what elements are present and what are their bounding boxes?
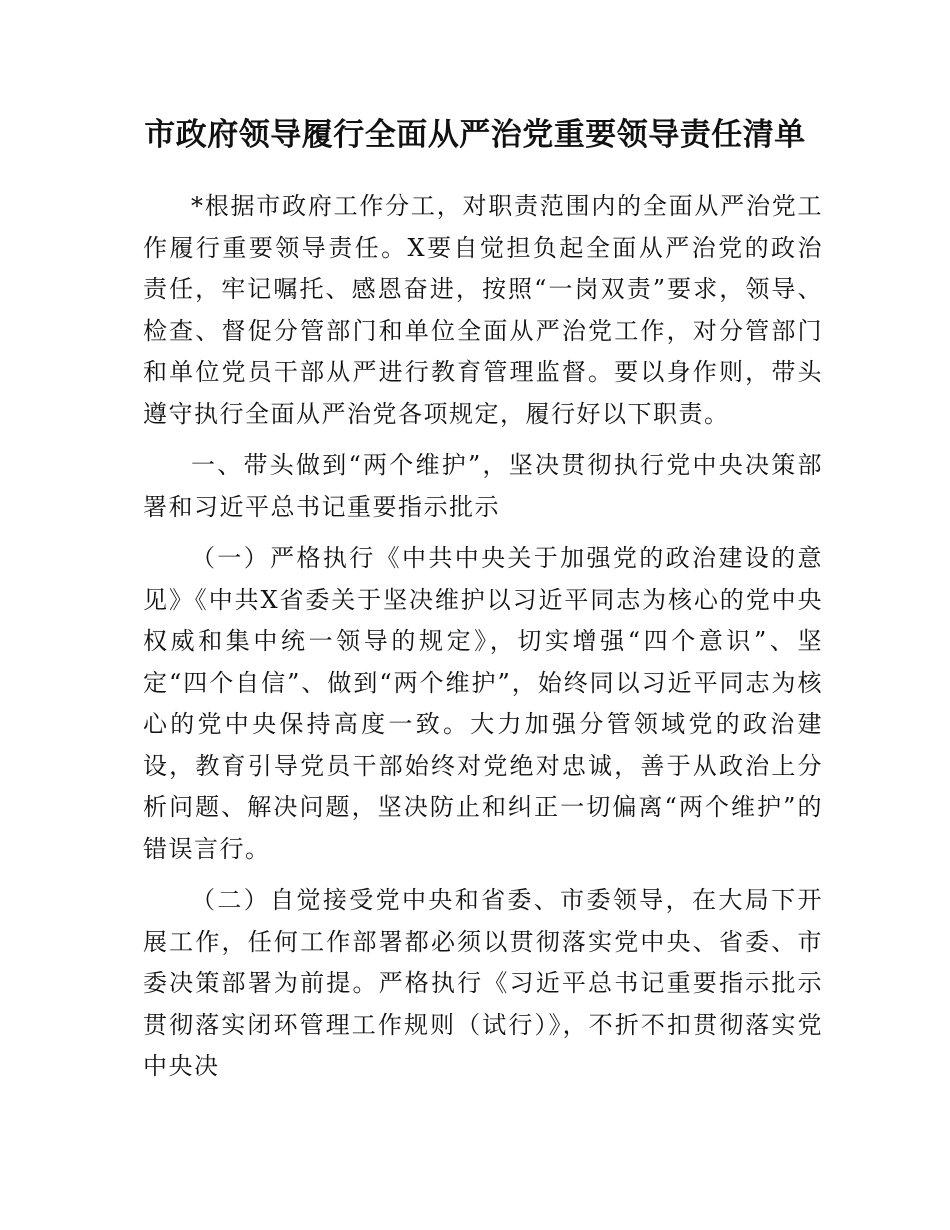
document-body: [143, 186, 823, 1098]
intro-paragraph: *根据市政府工作分工，对职责范围内的全面从严治党工作履行重要领导责任。X要自觉担负起全面从严治党的政治责任，牢记嘱托、感恩奋进，按照“一岗双责”要求，领导、检查、督促分管部门和单位全面从严治党工作，对分管部门和单位党员干部从严进行教育管理监督。要以身作则，带头遵守执行全面从严治党各项规定，履行好以下职责。: [143, 192, 823, 428]
item-two-paragraph: （二）自觉接受党中央和省委、市委领导，在大局下开展工作，任何工作部署都必须以贯彻落实党中央、省委、市委决策部署为前提。严格执行《习近平总书记重要指示批示贯彻落实闭环管理工作规则（试行）》，不折不扣贯彻落实党中央决: [143, 886, 823, 1080]
item-one-paragraph: （一）严格执行《中共中央关于加强党的政治建设的意见》《中共X省委关于坚决维护以习近平同志为核心的党中央权威和集中统一领导的规定》，切实增强“四个意识”、坚定“四个自信”、做到“两个维护”，始终同以习近平同志为核心的党中央保持高度一致。大力加强分管领域党的政治建设，教育引导党员干部始终对党绝对忠诚，善于从政治上分析问题、解决问题，坚决防止和纠正一切偏离“两个维护”的错误言行。: [143, 544, 823, 863]
section-one-heading: 一、带头做到“两个维护”，坚决贯彻执行党中央决策部署和习近平总书记重要指示批示: [143, 451, 823, 521]
document-title: 市政府领导履行全面从严治党重要领导责任清单: [144, 117, 806, 153]
